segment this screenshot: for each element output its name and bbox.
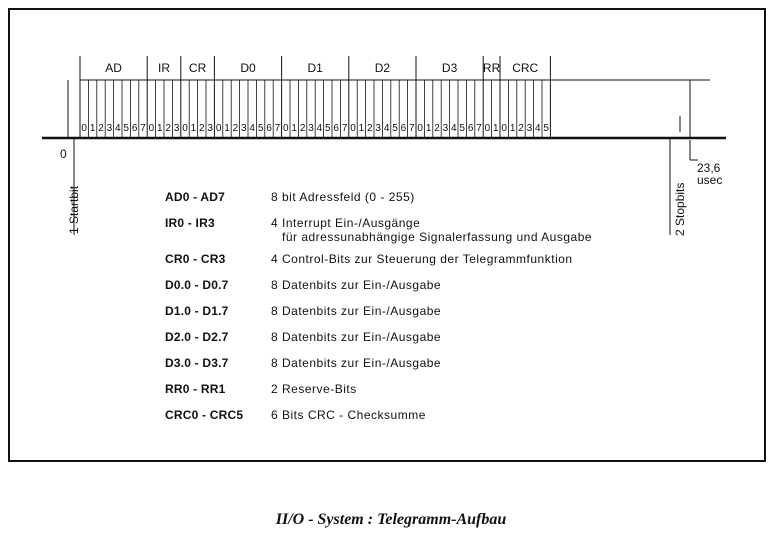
- bit-number: 2: [232, 123, 239, 134]
- bit-number: 5: [543, 123, 549, 134]
- bit-number: 1: [509, 123, 516, 134]
- bit-number: 0: [417, 123, 423, 134]
- bit-number: 4: [115, 123, 121, 134]
- field-label-d2: D2: [374, 61, 391, 75]
- bit-number: 0: [182, 123, 188, 134]
- legend-description: 4 Interrupt Ein-/Ausgänge: [271, 216, 421, 230]
- startbit-label: 1 Startbit: [67, 185, 81, 234]
- bit-number: 3: [241, 123, 247, 134]
- legend-description: 8 Datenbits zur Ein-/Ausgabe: [271, 356, 442, 370]
- bit-number: 1: [425, 123, 432, 134]
- field-label-ir: IR: [158, 61, 170, 75]
- legend-symbol: CR0 - CR3: [165, 252, 226, 266]
- bit-number: 0: [283, 123, 289, 134]
- bit-number: 3: [375, 123, 381, 134]
- bit-number: 1: [89, 123, 96, 134]
- legend-symbol: D2.0 - D2.7: [165, 330, 229, 344]
- bit-number: 3: [308, 123, 314, 134]
- legend-description: 8 Datenbits zur Ein-/Ausgabe: [271, 304, 442, 318]
- legend-symbol: RR0 - RR1: [165, 382, 226, 396]
- legend-symbol: D3.0 - D3.7: [165, 356, 229, 370]
- legend-symbol: IR0 - IR3: [165, 216, 215, 230]
- legend-description: 8 bit Adressfeld (0 - 255): [271, 190, 415, 204]
- legend-symbol: AD0 - AD7: [165, 190, 226, 204]
- bit-number: 7: [274, 123, 281, 134]
- bit-number: 0: [484, 123, 491, 134]
- bit-number: 5: [325, 123, 331, 134]
- bit-number: 3: [173, 123, 180, 134]
- time-value-label: 23,6: [697, 161, 721, 175]
- bit-number: 5: [257, 123, 264, 134]
- bit-number: 0: [215, 123, 222, 134]
- bit-number: 6: [333, 123, 339, 134]
- legend-description: 6 Bits CRC - Checksumme: [271, 408, 426, 422]
- bit-number: 7: [409, 123, 415, 134]
- bit-number: 0: [148, 123, 155, 134]
- legend-symbol: CRC0 - CRC5: [165, 408, 244, 422]
- bit-number: 1: [224, 123, 230, 134]
- bit-number: 1: [157, 123, 163, 134]
- legend-description-line2: für adressunabhängige Signalerfassung und Ausgabe: [282, 230, 593, 244]
- bit-number: 7: [341, 123, 348, 134]
- bit-number: 0: [350, 123, 356, 134]
- figure-caption: II/O - System : Telegramm-Aufbau: [275, 511, 507, 528]
- time-unit-label: usec: [697, 173, 723, 187]
- bit-number: 3: [207, 123, 213, 134]
- bit-number: 4: [451, 123, 457, 134]
- bit-number: 2: [518, 123, 524, 134]
- field-label-d3: D3: [441, 61, 458, 75]
- bit-number: 5: [392, 123, 398, 134]
- legend-symbol: D1.0 - D1.7: [165, 304, 229, 318]
- legend-description: 2 Reserve-Bits: [271, 382, 357, 396]
- bit-number: 1: [358, 123, 365, 134]
- bit-number: 4: [535, 123, 541, 134]
- field-label-rr: RR: [482, 61, 501, 75]
- bit-number: 1: [291, 123, 297, 134]
- legend-symbol: D0.0 - D0.7: [165, 278, 229, 292]
- bit-number: 4: [316, 123, 323, 134]
- field-label-cr: CR: [188, 61, 207, 75]
- field-label-d0: D0: [240, 61, 256, 75]
- field-label-crc: CRC: [512, 61, 539, 75]
- bit-number: 2: [98, 123, 104, 134]
- bit-number: 1: [493, 123, 499, 134]
- bit-number: 6: [131, 123, 138, 134]
- bit-number: 1: [190, 123, 197, 134]
- bit-number: 2: [199, 123, 205, 134]
- legend-description: 4 Control-Bits zur Steuerung der Telegrammfunktion: [271, 252, 573, 266]
- bit-number: 2: [434, 123, 440, 134]
- bit-number: 6: [400, 123, 407, 134]
- bit-number: 0: [81, 123, 87, 134]
- bit-number: 7: [476, 123, 482, 134]
- bit-number: 5: [459, 123, 465, 134]
- bit-number: 2: [367, 123, 373, 134]
- bit-number: 0: [501, 123, 507, 134]
- bit-number: 4: [249, 123, 255, 134]
- bit-number: 6: [266, 123, 272, 134]
- bit-number: 7: [140, 123, 146, 134]
- bit-number: 3: [442, 123, 449, 134]
- field-label-ad: AD: [105, 61, 122, 75]
- bit-number: 2: [165, 123, 171, 134]
- bit-number: 3: [106, 123, 113, 134]
- legend-description: 8 Datenbits zur Ein-/Ausgabe: [271, 330, 442, 344]
- legend-description: 8 Datenbits zur Ein-/Ausgabe: [271, 278, 442, 292]
- bit-number: 3: [526, 123, 533, 134]
- stopbits-label: 2 Stopbits: [673, 182, 687, 236]
- zero-label: 0: [60, 147, 67, 161]
- bit-number: 6: [467, 123, 474, 134]
- bit-number: 5: [123, 123, 129, 134]
- bit-number: 2: [299, 123, 306, 134]
- field-label-d1: D1: [307, 61, 323, 75]
- bit-number: 4: [383, 123, 390, 134]
